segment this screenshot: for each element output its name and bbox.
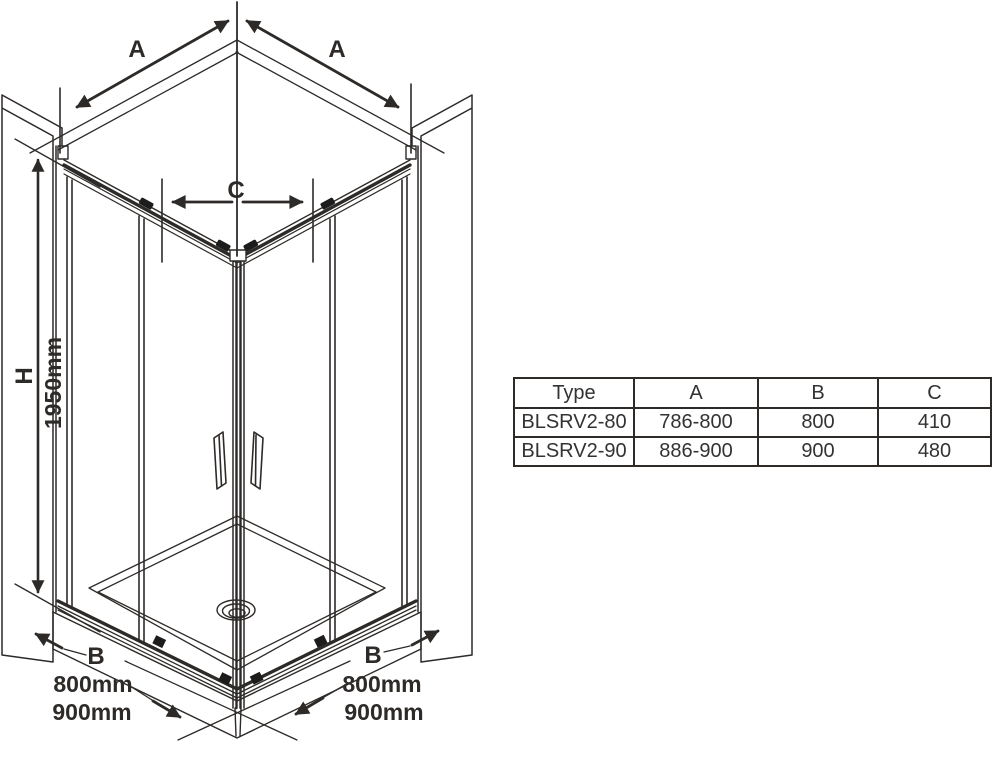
header-b: B [758, 378, 878, 408]
table-row [514, 437, 991, 466]
corner-post [230, 250, 246, 736]
label-h: H [11, 367, 38, 385]
cell-type: BLSRV2-80 [514, 408, 634, 437]
label-right-800mm: 800mm [342, 671, 422, 697]
b-right-arrow [412, 631, 438, 645]
label-right-900mm: 900mm [344, 699, 424, 725]
cell-b: 900 [758, 437, 878, 466]
spec-table [513, 377, 992, 467]
table-row [514, 408, 991, 437]
a-arrow-left [77, 21, 228, 107]
label-c: C [227, 177, 245, 204]
spec-table-header-row [514, 378, 991, 408]
cell-c: 410 [878, 408, 991, 437]
post-top-cap [230, 250, 246, 261]
handle-right [251, 432, 263, 489]
b-left-arrow [36, 634, 62, 648]
cell-type: BLSRV2-90 [514, 437, 634, 466]
label-a-right: A [328, 36, 346, 63]
cell-c: 480 [878, 437, 991, 466]
cell-b: 800 [758, 408, 878, 437]
label-left-900mm: 900mm [52, 699, 132, 725]
label-b-left: B [87, 643, 105, 670]
header-a: A [634, 378, 758, 408]
header-c: C [878, 378, 991, 408]
cell-a: 886-900 [634, 437, 758, 466]
door-handles [214, 432, 263, 489]
cell-a: 786-800 [634, 408, 758, 437]
label-left-800mm: 800mm [53, 671, 133, 697]
label-height-mm: 1950mm [40, 336, 66, 430]
a-arrow-right [247, 21, 398, 107]
right-wall [412, 95, 472, 662]
label-b-right: B [364, 642, 382, 669]
header-type: Type [514, 378, 634, 408]
right-900-arrow [296, 698, 323, 714]
dimension-a [30, 2, 444, 256]
label-a-left: A [128, 36, 146, 63]
